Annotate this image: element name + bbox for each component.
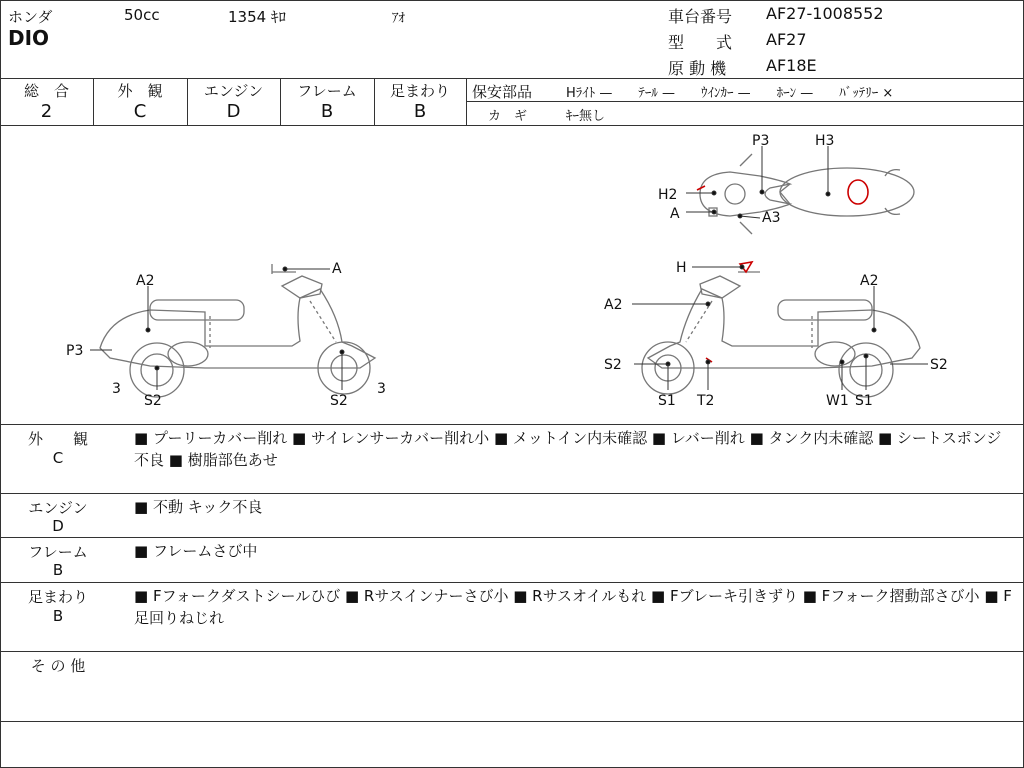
section-suspension-label: 足まわり xyxy=(27,588,88,606)
overall-label: 総 合 xyxy=(23,82,69,100)
model-name: DIO xyxy=(8,26,50,50)
section-exterior-label: 外 観 xyxy=(27,430,88,448)
label-right-s2b: S2 xyxy=(930,357,948,373)
section-other-label: そ の 他 xyxy=(30,657,86,675)
engine-value: AF18E xyxy=(766,56,817,75)
label-right-a2b: A2 xyxy=(604,297,623,313)
displacement: 50cc xyxy=(124,6,160,24)
label-right-t2: T2 xyxy=(697,393,715,409)
label-left-s2b: S2 xyxy=(330,393,348,409)
label-top-h3: H3 xyxy=(815,133,835,149)
label-left-s2a: S2 xyxy=(144,393,162,409)
label-right-a2a: A2 xyxy=(860,273,879,289)
label-top-h2: H2 xyxy=(658,187,678,203)
section-exterior-text: ■ プーリーカバー削れ ■ サイレンサーカバー削れ小 ■ メットイン内未確認 ■ レバー削れ ■ タンク内未確認 ■ シートスポンジ不良 ■ 樹脂部色あせ xyxy=(134,429,1002,469)
engine-grade-label: エンジン xyxy=(203,82,264,100)
body-color: ｱｵ xyxy=(392,11,405,26)
label-right-s1a: S1 xyxy=(658,393,676,409)
scooter-top-view xyxy=(700,154,914,234)
label-right-w1: W1 xyxy=(826,393,849,409)
section-rule xyxy=(0,582,1024,583)
label-left-a: A xyxy=(332,261,342,277)
section-rule xyxy=(0,493,1024,494)
mileage: 1354 ｷﾛ xyxy=(228,8,286,26)
label-left-3b: 3 xyxy=(377,381,386,397)
section-suspension-text: ■ Fフォークダストシールひび ■ Rサスインナーさび小 ■ Rサスオイルもれ ■ Fブレーキ引きずり ■ Fフォーク摺動部さび小 ■ F足回りねじれ xyxy=(134,587,1012,627)
section-rule xyxy=(0,721,1024,722)
label-right-s1b: S1 xyxy=(855,393,873,409)
grades-top-rule xyxy=(0,78,1024,79)
section-engine-grade: D xyxy=(52,517,64,535)
section-engine-text: ■ 不動 キック不良 xyxy=(134,498,263,516)
scooter-right-view xyxy=(642,272,920,397)
safety-divider xyxy=(466,101,1024,102)
section-frame-grade: B xyxy=(52,561,64,579)
frame-grade: B xyxy=(320,101,334,122)
label-left-p3: P3 xyxy=(66,343,84,359)
suspension-grade: B xyxy=(413,101,427,122)
section-frame-text: ■ フレームさび中 xyxy=(134,542,258,560)
section-suspension-grade: B xyxy=(52,607,64,625)
section-rule xyxy=(0,537,1024,538)
section-exterior-grade: C xyxy=(52,449,64,467)
section-rule xyxy=(0,651,1024,652)
maker: ホンダ xyxy=(8,8,53,26)
section-rule xyxy=(0,424,1024,425)
engine-label: 原 動 機 xyxy=(668,59,727,78)
type-value: AF27 xyxy=(766,30,807,49)
overall-grade: 2 xyxy=(40,101,53,122)
frame-no: AF27-1008552 xyxy=(766,4,884,23)
exterior-grade: C xyxy=(133,101,147,122)
label-top-a3: A3 xyxy=(762,210,781,226)
frame-no-label: 車台番号 xyxy=(668,7,733,26)
key-value: ｷｰ無し xyxy=(566,109,606,124)
label-left-3a: 3 xyxy=(112,381,121,397)
section-engine-label: エンジン xyxy=(28,499,88,517)
label-left-a2: A2 xyxy=(136,273,155,289)
label-top-p3: P3 xyxy=(752,133,770,149)
exterior-label: 外 観 xyxy=(117,82,163,100)
damage-diagram xyxy=(0,126,1024,424)
engine-grade: D xyxy=(226,101,241,122)
frame-grade-label: フレーム xyxy=(297,82,357,100)
type-label: 型 式 xyxy=(668,33,733,52)
label-right-h: H xyxy=(676,260,687,276)
suspension-grade-label: 足まわり xyxy=(389,82,450,100)
safety-items: Hﾗｲﾄ — ﾃｰﾙ — ｳｲﾝｶｰ — ﾎｰﾝ — ﾊﾞｯﾃﾘｰ × xyxy=(566,86,894,101)
key-label: カ ギ xyxy=(488,109,528,124)
section-frame-label: フレーム xyxy=(28,543,88,561)
safety-label: 保安部品 xyxy=(472,83,533,101)
label-top-a: A xyxy=(670,206,680,222)
label-right-s2a: S2 xyxy=(604,357,622,373)
